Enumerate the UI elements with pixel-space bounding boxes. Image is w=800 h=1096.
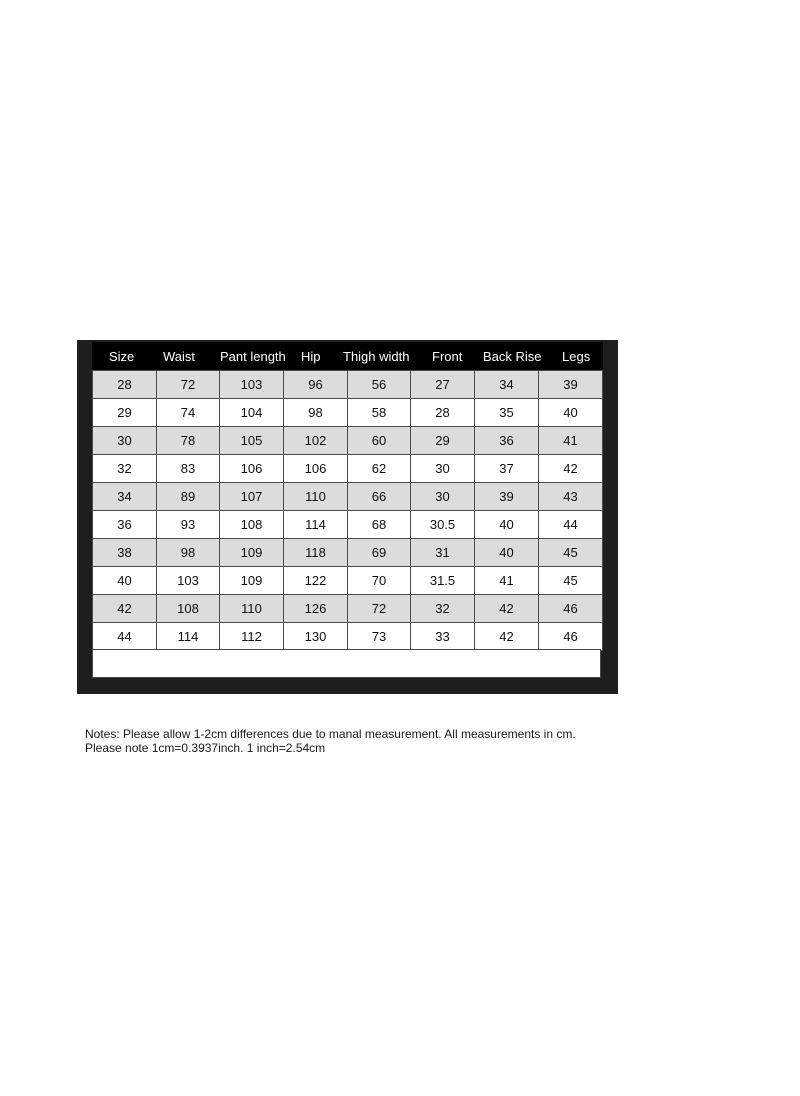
header-back-rise: Back Rise	[483, 349, 542, 364]
cell-back-rise: 34	[475, 371, 539, 399]
cell-pant-length: 103	[220, 371, 284, 399]
cell-front: 30.5	[411, 511, 475, 539]
cell-front: 33	[411, 623, 475, 651]
cell-legs: 45	[539, 539, 603, 567]
cell-pant-length: 107	[220, 483, 284, 511]
cell-size: 32	[93, 455, 157, 483]
table-row	[93, 399, 603, 427]
cell-hip: 110	[284, 483, 348, 511]
cell-size: 28	[93, 371, 157, 399]
cell-hip: 98	[284, 399, 348, 427]
cell-legs: 41	[539, 427, 603, 455]
cell-pant-length: 109	[220, 539, 284, 567]
cell-pant-length: 109	[220, 567, 284, 595]
cell-waist: 98	[157, 539, 220, 567]
cell-hip: 122	[284, 567, 348, 595]
cell-hip: 106	[284, 455, 348, 483]
cell-hip: 96	[284, 371, 348, 399]
cell-pant-length: 104	[220, 399, 284, 427]
cell-legs: 45	[539, 567, 603, 595]
cell-pant-length: 110	[220, 595, 284, 623]
cell-back-rise: 35	[475, 399, 539, 427]
cell-legs: 44	[539, 511, 603, 539]
cell-legs: 46	[539, 623, 603, 651]
cell-hip: 130	[284, 623, 348, 651]
cell-back-rise: 40	[475, 539, 539, 567]
cell-size: 34	[93, 483, 157, 511]
table-empty-row	[92, 649, 601, 678]
cell-front: 27	[411, 371, 475, 399]
header-hip: Hip	[301, 349, 321, 364]
cell-front: 30	[411, 483, 475, 511]
cell-pant-length: 108	[220, 511, 284, 539]
size-table	[92, 370, 603, 651]
table-row	[93, 595, 603, 623]
notes-line-2: Please note 1cm=0.3937inch. 1 inch=2.54cm	[85, 741, 326, 755]
cell-hip: 118	[284, 539, 348, 567]
table-row	[93, 483, 603, 511]
header-front: Front	[432, 349, 463, 364]
table-row	[93, 371, 603, 399]
cell-waist: 78	[157, 427, 220, 455]
cell-waist: 72	[157, 371, 220, 399]
cell-back-rise: 40	[475, 511, 539, 539]
cell-waist: 83	[157, 455, 220, 483]
header-legs: Legs	[562, 349, 591, 364]
cell-thigh-width: 70	[348, 567, 411, 595]
cell-pant-length: 112	[220, 623, 284, 651]
cell-size: 29	[93, 399, 157, 427]
cell-waist: 93	[157, 511, 220, 539]
cell-front: 29	[411, 427, 475, 455]
cell-pant-length: 105	[220, 427, 284, 455]
cell-thigh-width: 56	[348, 371, 411, 399]
cell-thigh-width: 68	[348, 511, 411, 539]
cell-hip: 114	[284, 511, 348, 539]
cell-thigh-width: 60	[348, 427, 411, 455]
cell-hip: 126	[284, 595, 348, 623]
header-pant-length: Pant length	[220, 349, 286, 364]
table-row	[93, 427, 603, 455]
table-row	[93, 455, 603, 483]
cell-thigh-width: 62	[348, 455, 411, 483]
cell-thigh-width: 58	[348, 399, 411, 427]
cell-back-rise: 42	[475, 623, 539, 651]
cell-thigh-width: 73	[348, 623, 411, 651]
cell-legs: 46	[539, 595, 603, 623]
cell-back-rise: 41	[475, 567, 539, 595]
cell-hip: 102	[284, 427, 348, 455]
cell-legs: 40	[539, 399, 603, 427]
cell-legs: 42	[539, 455, 603, 483]
table-row	[93, 511, 603, 539]
cell-front: 30	[411, 455, 475, 483]
cell-waist: 103	[157, 567, 220, 595]
header-thigh-width: Thigh width	[343, 349, 410, 364]
header-size: Size	[109, 349, 135, 364]
cell-size: 42	[93, 595, 157, 623]
cell-pant-length: 106	[220, 455, 284, 483]
table-header-row	[92, 342, 603, 370]
cell-size: 44	[93, 623, 157, 651]
cell-front: 32	[411, 595, 475, 623]
table-row	[93, 567, 603, 595]
cell-size: 30	[93, 427, 157, 455]
cell-legs: 43	[539, 483, 603, 511]
cell-back-rise: 36	[475, 427, 539, 455]
cell-waist: 108	[157, 595, 220, 623]
table-row	[93, 623, 603, 651]
header-waist: Waist	[163, 349, 196, 364]
cell-size: 40	[93, 567, 157, 595]
cell-front: 31.5	[411, 567, 475, 595]
cell-back-rise: 42	[475, 595, 539, 623]
cell-back-rise: 37	[475, 455, 539, 483]
cell-front: 31	[411, 539, 475, 567]
cell-thigh-width: 72	[348, 595, 411, 623]
cell-waist: 89	[157, 483, 220, 511]
cell-size: 36	[93, 511, 157, 539]
notes-line-1: Notes: Please allow 1-2cm differences due to manal measurement. All measurements in cm.	[85, 727, 576, 741]
cell-waist: 74	[157, 399, 220, 427]
cell-thigh-width: 69	[348, 539, 411, 567]
measurement-notes	[85, 727, 705, 755]
table-row	[93, 539, 603, 567]
cell-waist: 114	[157, 623, 220, 651]
cell-size: 38	[93, 539, 157, 567]
cell-thigh-width: 66	[348, 483, 411, 511]
cell-front: 28	[411, 399, 475, 427]
cell-back-rise: 39	[475, 483, 539, 511]
cell-legs: 39	[539, 371, 603, 399]
